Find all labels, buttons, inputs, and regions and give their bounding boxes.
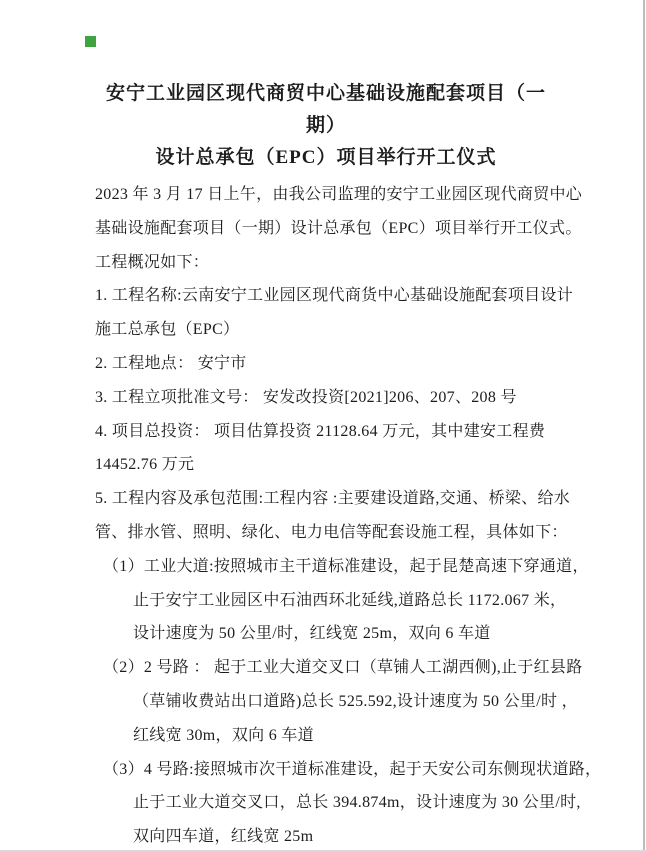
text-line-road2-first: （2）2 号路 ： 起于工业大道交叉口（草铺人工湖西侧),止于红县路: [103, 659, 583, 677]
green-square-mark: [85, 36, 96, 47]
text-line-road2-cont-1: （草铺收费站出口道路)总长 525.592,设计速度为 50 公里/时 ，: [133, 692, 578, 710]
text-line-item5-scope: 5. 工程内容及承包范围:工程内容 :主要建设道路,交通、桥梁、给水: [95, 490, 571, 508]
text-line-item5-cont: 管、排水管、照明、绿化、电力电信等配套设施工程，具体如下：: [95, 523, 568, 541]
text-line-road3-cont-2: 双向四车道，红线宽 25m: [133, 828, 314, 846]
document-title: [95, 78, 557, 174]
document-title-line-2: 设计总承包（EPC）项目举行开工仪式: [155, 147, 497, 168]
page-right-edge: [643, 0, 645, 852]
text-line-intro-1: 2023 年 3 月 17 日上午，由我公司监理的安宁工业园区现代商贸中心: [95, 186, 583, 203]
text-line-item2-location: 2. 工程地点： 安宁市: [95, 354, 247, 372]
text-line-road1-first: （1）工业大道:按照城市主干道标准建设，起于昆楚高速下穿通道，: [103, 557, 589, 575]
text-line-item3-approval: 3. 工程立项批准文号： 安发改投资[2021]206、207、208 号: [95, 388, 517, 406]
document-title-line-1: 安宁工业园区现代商贸中心基础设施配套项目（一期）: [105, 83, 546, 136]
text-line-road2-cont-2: 红线宽 30m，双向 6 车道: [133, 726, 314, 744]
text-line-road3-first: （3）4 号路:接照城市次干道标准建设，起于天安公司东侧现状道路，: [103, 760, 602, 778]
text-line-road3-cont-1: 止于工业大道交叉口，总长 394.874m，设计速度为 30 公里/时,: [133, 794, 581, 812]
text-line-item4-cont: 14452.76 万元: [95, 456, 195, 474]
text-line-overview-heading: 工程概况如下：: [95, 253, 210, 271]
text-line-item1-cont: 施工总承包（EPC）: [95, 321, 240, 339]
text-line-road1-cont-2: 设计速度为 50 公里/时，红线宽 25m，双向 6 车道: [133, 625, 491, 643]
text-line-item1-name: 1. 工程名称:云南安宁工业园区现代商货中心基础设施配套项目设计: [95, 287, 574, 305]
document-content: [95, 78, 602, 852]
text-line-intro-2: 基础设施配套项目（一期）设计总承包（EPC）项目举行开工仪式。: [95, 219, 582, 237]
document-body: [95, 178, 602, 852]
text-line-item4-investment: 4. 项目总投资： 项目估算投资 21128.64 万元，其中建安工程费: [95, 422, 546, 440]
text-line-road1-cont-1: 止于安宁工业园区中石油西环北延线,道路总长 1172.067 米，: [133, 591, 567, 609]
